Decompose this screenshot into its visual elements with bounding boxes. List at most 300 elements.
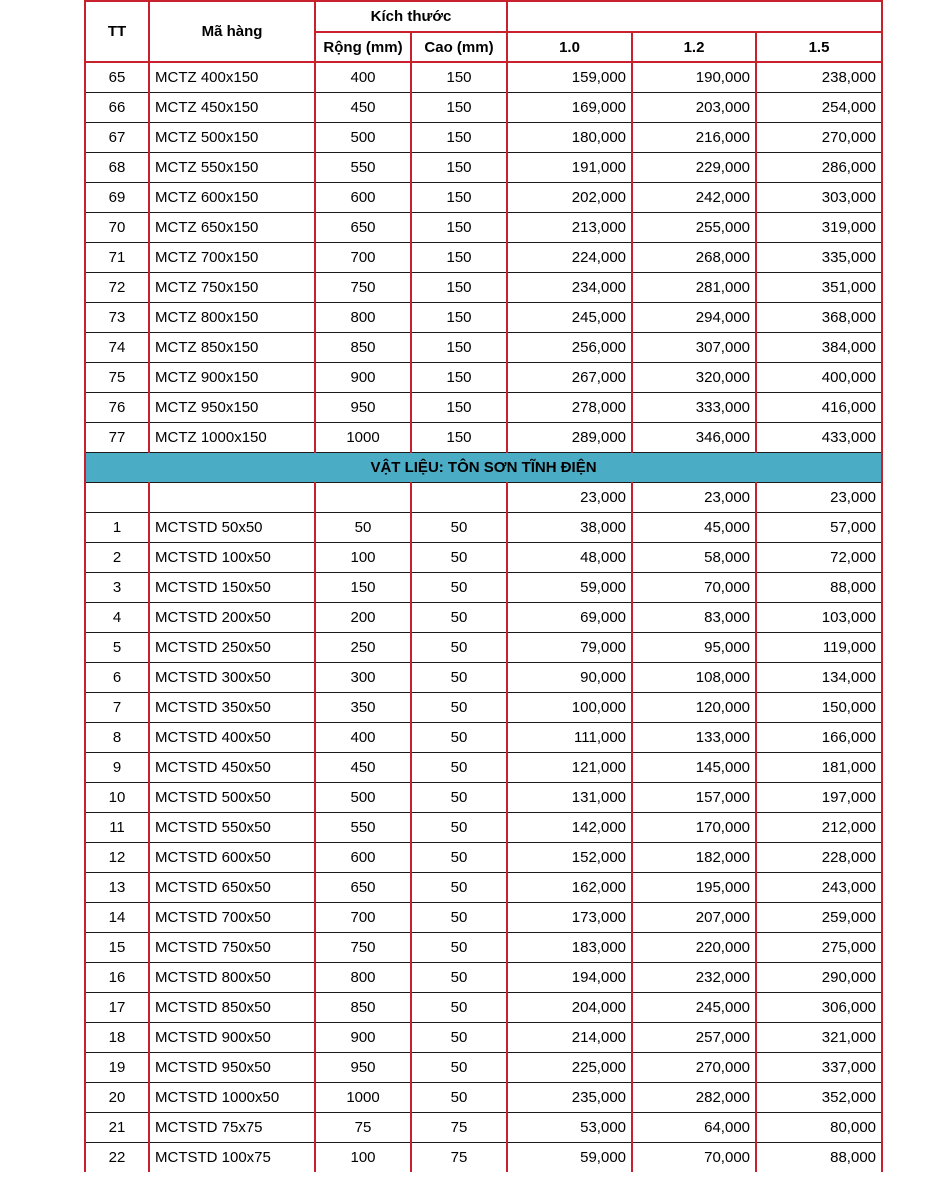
- row-width: 400: [315, 723, 411, 753]
- row-code: MCTSTD 850x50: [149, 993, 315, 1023]
- row-width: 75: [315, 1113, 411, 1143]
- row-code: MCTZ 750x150: [149, 273, 315, 303]
- row-price-3: 72,000: [756, 543, 882, 573]
- row-price-1: 131,000: [507, 783, 632, 813]
- row-code: MCTSTD 500x50: [149, 783, 315, 813]
- row-price-1: 225,000: [507, 1053, 632, 1083]
- row-price-1: 90,000: [507, 663, 632, 693]
- row-height: 150: [411, 62, 507, 93]
- row-price-1: 121,000: [507, 753, 632, 783]
- row-price-1: 267,000: [507, 363, 632, 393]
- row-height: 50: [411, 603, 507, 633]
- row-tt: 65: [85, 62, 149, 93]
- row-price-3: 335,000: [756, 243, 882, 273]
- row-code: MCTSTD 750x50: [149, 933, 315, 963]
- header-code: Mã hàng: [149, 1, 315, 62]
- row-width: 250: [315, 633, 411, 663]
- row-tt: 75: [85, 363, 149, 393]
- row-width: 750: [315, 273, 411, 303]
- row-price-1: 59,000: [507, 573, 632, 603]
- row-tt: 3: [85, 573, 149, 603]
- row-price-2: 216,000: [632, 123, 756, 153]
- row-price-1: 256,000: [507, 333, 632, 363]
- row-price-3: 228,000: [756, 843, 882, 873]
- table-row: [85, 123, 882, 153]
- row-width: 850: [315, 333, 411, 363]
- row-price-3: 103,000: [756, 603, 882, 633]
- row-tt: 14: [85, 903, 149, 933]
- section-row: [85, 453, 882, 483]
- row-price-2: 95,000: [632, 633, 756, 663]
- row-width: 1000: [315, 423, 411, 453]
- row-width: 550: [315, 153, 411, 183]
- row-height: 50: [411, 693, 507, 723]
- header-size-group: Kích thước: [315, 1, 507, 32]
- row-height: 150: [411, 123, 507, 153]
- row-price-1: 100,000: [507, 693, 632, 723]
- row-price-3: 212,000: [756, 813, 882, 843]
- row-code: MCTSTD 400x50: [149, 723, 315, 753]
- table-row: [85, 933, 882, 963]
- row-price-1: 48,000: [507, 543, 632, 573]
- row-tt: 69: [85, 183, 149, 213]
- row-width: 150: [315, 573, 411, 603]
- row-price-2: 346,000: [632, 423, 756, 453]
- row-price-2: 64,000: [632, 1113, 756, 1143]
- row-width: 650: [315, 213, 411, 243]
- row-price-3: 337,000: [756, 1053, 882, 1083]
- row-price-3: 88,000: [756, 573, 882, 603]
- row-width: 800: [315, 963, 411, 993]
- row-width: 550: [315, 813, 411, 843]
- row-width: 400: [315, 62, 411, 93]
- row-height: [411, 483, 507, 513]
- row-code: MCTSTD 450x50: [149, 753, 315, 783]
- row-tt: 21: [85, 1113, 149, 1143]
- row-tt: 66: [85, 93, 149, 123]
- row-code: MCTSTD 100x50: [149, 543, 315, 573]
- row-tt: 16: [85, 963, 149, 993]
- row-tt: 71: [85, 243, 149, 273]
- table-row: [85, 543, 882, 573]
- row-price-3: 400,000: [756, 363, 882, 393]
- row-code: MCTSTD 700x50: [149, 903, 315, 933]
- row-price-2: 207,000: [632, 903, 756, 933]
- row-code: MCTSTD 250x50: [149, 633, 315, 663]
- row-price-1: 111,000: [507, 723, 632, 753]
- row-price-2: 229,000: [632, 153, 756, 183]
- row-height: 75: [411, 1113, 507, 1143]
- table-row: [85, 963, 882, 993]
- row-code: MCTZ 1000x150: [149, 423, 315, 453]
- row-code: MCTZ 550x150: [149, 153, 315, 183]
- header-thickness-2: 1.2: [632, 32, 756, 62]
- row-price-1: 204,000: [507, 993, 632, 1023]
- row-tt: 18: [85, 1023, 149, 1053]
- row-code: MCTZ 700x150: [149, 243, 315, 273]
- row-width: 800: [315, 303, 411, 333]
- row-code: MCTZ 800x150: [149, 303, 315, 333]
- row-width: 100: [315, 1143, 411, 1173]
- table-row: [85, 333, 882, 363]
- row-price-1: 152,000: [507, 843, 632, 873]
- table-row: [85, 603, 882, 633]
- row-price-1: 173,000: [507, 903, 632, 933]
- table-row: [85, 813, 882, 843]
- row-tt: 20: [85, 1083, 149, 1113]
- table-row: [85, 303, 882, 333]
- table-row: [85, 903, 882, 933]
- table-row: [85, 393, 882, 423]
- row-width: 950: [315, 393, 411, 423]
- row-tt: 2: [85, 543, 149, 573]
- table-row: [85, 993, 882, 1023]
- row-price-1: 79,000: [507, 633, 632, 663]
- row-price-2: 58,000: [632, 543, 756, 573]
- price-table: [84, 0, 883, 1172]
- row-price-2: 45,000: [632, 513, 756, 543]
- row-price-3: 351,000: [756, 273, 882, 303]
- row-price-3: 57,000: [756, 513, 882, 543]
- row-price-3: 88,000: [756, 1143, 882, 1173]
- row-width: 900: [315, 1023, 411, 1053]
- row-code: MCTSTD 200x50: [149, 603, 315, 633]
- row-price-1: 234,000: [507, 273, 632, 303]
- table-row: [85, 213, 882, 243]
- row-tt: 10: [85, 783, 149, 813]
- row-height: 75: [411, 1143, 507, 1173]
- row-height: 150: [411, 273, 507, 303]
- row-price-2: 157,000: [632, 783, 756, 813]
- row-price-3: 286,000: [756, 153, 882, 183]
- table-row: [85, 513, 882, 543]
- table-row: [85, 1113, 882, 1143]
- row-tt: 8: [85, 723, 149, 753]
- row-price-1: 278,000: [507, 393, 632, 423]
- row-height: 150: [411, 363, 507, 393]
- row-width: 850: [315, 993, 411, 1023]
- row-width: 50: [315, 513, 411, 543]
- row-width: 950: [315, 1053, 411, 1083]
- row-width: 500: [315, 123, 411, 153]
- header-width: Rộng (mm): [315, 32, 411, 62]
- row-price-3: 23,000: [756, 483, 882, 513]
- row-width: 100: [315, 543, 411, 573]
- header-thickness-3: 1.5: [756, 32, 882, 62]
- row-price-3: 80,000: [756, 1113, 882, 1143]
- row-height: 50: [411, 843, 507, 873]
- row-code: MCTZ 900x150: [149, 363, 315, 393]
- row-price-2: 23,000: [632, 483, 756, 513]
- row-height: 150: [411, 393, 507, 423]
- row-tt: 73: [85, 303, 149, 333]
- row-price-3: 275,000: [756, 933, 882, 963]
- row-width: 300: [315, 663, 411, 693]
- row-price-2: 268,000: [632, 243, 756, 273]
- row-price-2: 270,000: [632, 1053, 756, 1083]
- row-code: MCTZ 650x150: [149, 213, 315, 243]
- row-price-1: 202,000: [507, 183, 632, 213]
- header-thickness-1: 1.0: [507, 32, 632, 62]
- row-tt: 72: [85, 273, 149, 303]
- row-price-1: 191,000: [507, 153, 632, 183]
- row-tt: 67: [85, 123, 149, 153]
- row-price-3: 243,000: [756, 873, 882, 903]
- row-price-1: 214,000: [507, 1023, 632, 1053]
- table-row: [85, 93, 882, 123]
- row-height: 50: [411, 963, 507, 993]
- row-code: MCTSTD 600x50: [149, 843, 315, 873]
- table-row: [85, 243, 882, 273]
- row-code: MCTSTD 50x50: [149, 513, 315, 543]
- table-header: [85, 1, 882, 62]
- row-price-1: 169,000: [507, 93, 632, 123]
- row-height: 50: [411, 543, 507, 573]
- row-code: MCTSTD 650x50: [149, 873, 315, 903]
- row-price-1: 245,000: [507, 303, 632, 333]
- row-code: MCTZ 600x150: [149, 183, 315, 213]
- row-height: 50: [411, 783, 507, 813]
- row-height: 150: [411, 333, 507, 363]
- row-height: 50: [411, 993, 507, 1023]
- table-row: [85, 783, 882, 813]
- row-tt: 11: [85, 813, 149, 843]
- table-row: [85, 273, 882, 303]
- row-price-2: 294,000: [632, 303, 756, 333]
- row-price-2: 282,000: [632, 1083, 756, 1113]
- row-price-3: 166,000: [756, 723, 882, 753]
- row-price-3: 238,000: [756, 62, 882, 93]
- row-height: 50: [411, 933, 507, 963]
- row-price-3: 134,000: [756, 663, 882, 693]
- row-width: 350: [315, 693, 411, 723]
- row-tt: 17: [85, 993, 149, 1023]
- row-tt: 76: [85, 393, 149, 423]
- row-price-3: 319,000: [756, 213, 882, 243]
- row-tt: 15: [85, 933, 149, 963]
- row-height: 50: [411, 513, 507, 543]
- row-width: 450: [315, 753, 411, 783]
- row-width: 600: [315, 183, 411, 213]
- row-price-3: 416,000: [756, 393, 882, 423]
- row-height: 50: [411, 633, 507, 663]
- row-price-2: 133,000: [632, 723, 756, 753]
- row-tt: 6: [85, 663, 149, 693]
- group-a-body: [85, 62, 882, 453]
- row-price-2: 333,000: [632, 393, 756, 423]
- row-price-3: 368,000: [756, 303, 882, 333]
- row-price-2: 257,000: [632, 1023, 756, 1053]
- row-tt: 22: [85, 1143, 149, 1173]
- table-row: [85, 693, 882, 723]
- row-tt: 74: [85, 333, 149, 363]
- row-height: 150: [411, 243, 507, 273]
- row-width: 650: [315, 873, 411, 903]
- row-price-2: 108,000: [632, 663, 756, 693]
- table-row: [85, 723, 882, 753]
- row-price-2: 281,000: [632, 273, 756, 303]
- row-code: MCTZ 450x150: [149, 93, 315, 123]
- table-row: [85, 633, 882, 663]
- row-width: 1000: [315, 1083, 411, 1113]
- row-height: 150: [411, 213, 507, 243]
- row-height: 50: [411, 873, 507, 903]
- row-code: MCTSTD 300x50: [149, 663, 315, 693]
- row-price-1: 194,000: [507, 963, 632, 993]
- table-row: [85, 153, 882, 183]
- row-price-2: 182,000: [632, 843, 756, 873]
- row-height: 50: [411, 663, 507, 693]
- row-price-3: 119,000: [756, 633, 882, 663]
- table-row: [85, 1023, 882, 1053]
- table-row: [85, 1083, 882, 1113]
- row-price-3: 270,000: [756, 123, 882, 153]
- row-price-1: 53,000: [507, 1113, 632, 1143]
- row-width: 200: [315, 603, 411, 633]
- row-tt: 5: [85, 633, 149, 663]
- row-price-3: 259,000: [756, 903, 882, 933]
- row-price-3: 150,000: [756, 693, 882, 723]
- row-width: 700: [315, 243, 411, 273]
- row-code: MCTSTD 150x50: [149, 573, 315, 603]
- row-tt: 4: [85, 603, 149, 633]
- row-height: 50: [411, 903, 507, 933]
- row-height: 50: [411, 1083, 507, 1113]
- row-price-2: 145,000: [632, 753, 756, 783]
- row-height: 150: [411, 153, 507, 183]
- row-height: 50: [411, 1023, 507, 1053]
- row-price-2: 232,000: [632, 963, 756, 993]
- row-code: MCTSTD 550x50: [149, 813, 315, 843]
- row-code: MCTZ 500x150: [149, 123, 315, 153]
- row-tt: 1: [85, 513, 149, 543]
- row-price-3: 181,000: [756, 753, 882, 783]
- row-code: MCTZ 850x150: [149, 333, 315, 363]
- row-price-1: 23,000: [507, 483, 632, 513]
- row-price-3: 352,000: [756, 1083, 882, 1113]
- row-price-2: 220,000: [632, 933, 756, 963]
- row-height: 150: [411, 183, 507, 213]
- row-width: 450: [315, 93, 411, 123]
- table-row: [85, 843, 882, 873]
- row-width: 750: [315, 933, 411, 963]
- row-price-1: 224,000: [507, 243, 632, 273]
- row-price-1: 289,000: [507, 423, 632, 453]
- row-price-1: 142,000: [507, 813, 632, 843]
- row-price-2: 307,000: [632, 333, 756, 363]
- table-row: [85, 1143, 882, 1173]
- row-height: 50: [411, 753, 507, 783]
- row-tt: 13: [85, 873, 149, 903]
- row-price-2: 320,000: [632, 363, 756, 393]
- table-row: [85, 573, 882, 603]
- row-price-1: 213,000: [507, 213, 632, 243]
- group-b-body: [85, 513, 882, 1173]
- table-row: [85, 753, 882, 783]
- header-height: Cao (mm): [411, 32, 507, 62]
- row-code: MCTSTD 900x50: [149, 1023, 315, 1053]
- row-price-3: 384,000: [756, 333, 882, 363]
- table-row: [85, 423, 882, 453]
- row-height: 150: [411, 93, 507, 123]
- row-price-2: 195,000: [632, 873, 756, 903]
- row-price-2: 170,000: [632, 813, 756, 843]
- row-price-1: 162,000: [507, 873, 632, 903]
- row-code: MCTSTD 350x50: [149, 693, 315, 723]
- row-price-2: 190,000: [632, 62, 756, 93]
- row-price-1: 38,000: [507, 513, 632, 543]
- row-width: 700: [315, 903, 411, 933]
- row-price-1: 235,000: [507, 1083, 632, 1113]
- table-row: [85, 183, 882, 213]
- row-price-1: 159,000: [507, 62, 632, 93]
- price-sheet: [84, 0, 884, 1200]
- row-price-3: 303,000: [756, 183, 882, 213]
- header-thickness-group: [507, 1, 882, 32]
- row-tt: 68: [85, 153, 149, 183]
- row-price-1: 180,000: [507, 123, 632, 153]
- row-price-3: 433,000: [756, 423, 882, 453]
- row-tt: 77: [85, 423, 149, 453]
- row-height: 50: [411, 723, 507, 753]
- row-code: MCTSTD 1000x50: [149, 1083, 315, 1113]
- row-price-3: 306,000: [756, 993, 882, 1023]
- row-code: MCTSTD 75x75: [149, 1113, 315, 1143]
- row-tt: 12: [85, 843, 149, 873]
- section-body: [85, 453, 882, 483]
- row-width: 600: [315, 843, 411, 873]
- row-code: MCTZ 950x150: [149, 393, 315, 423]
- row-tt: 7: [85, 693, 149, 723]
- row-height: 50: [411, 1053, 507, 1083]
- row-price-3: 290,000: [756, 963, 882, 993]
- row-width: [315, 483, 411, 513]
- table-row: [85, 363, 882, 393]
- row-price-2: 70,000: [632, 1143, 756, 1173]
- row-price-2: 245,000: [632, 993, 756, 1023]
- row-price-2: 70,000: [632, 573, 756, 603]
- row-tt: [85, 483, 149, 513]
- row-height: 150: [411, 423, 507, 453]
- row-price-1: 69,000: [507, 603, 632, 633]
- group-b-base-body: [85, 483, 882, 513]
- row-price-3: 197,000: [756, 783, 882, 813]
- table-row: [85, 62, 882, 93]
- row-price-2: 255,000: [632, 213, 756, 243]
- table-row: [85, 663, 882, 693]
- row-code: MCTSTD 100x75: [149, 1143, 315, 1173]
- row-height: 150: [411, 303, 507, 333]
- header-tt: TT: [85, 1, 149, 62]
- row-code: MCTZ 400x150: [149, 62, 315, 93]
- row-width: 500: [315, 783, 411, 813]
- row-price-2: 203,000: [632, 93, 756, 123]
- row-price-2: 242,000: [632, 183, 756, 213]
- row-price-3: 254,000: [756, 93, 882, 123]
- row-height: 50: [411, 573, 507, 603]
- row-code: MCTSTD 950x50: [149, 1053, 315, 1083]
- row-width: 900: [315, 363, 411, 393]
- row-tt: 19: [85, 1053, 149, 1083]
- row-code: MCTSTD 800x50: [149, 963, 315, 993]
- row-tt: 70: [85, 213, 149, 243]
- row-height: 50: [411, 813, 507, 843]
- row-code: [149, 483, 315, 513]
- row-price-2: 83,000: [632, 603, 756, 633]
- row-price-3: 321,000: [756, 1023, 882, 1053]
- table-row: [85, 873, 882, 903]
- row-price-1: 59,000: [507, 1143, 632, 1173]
